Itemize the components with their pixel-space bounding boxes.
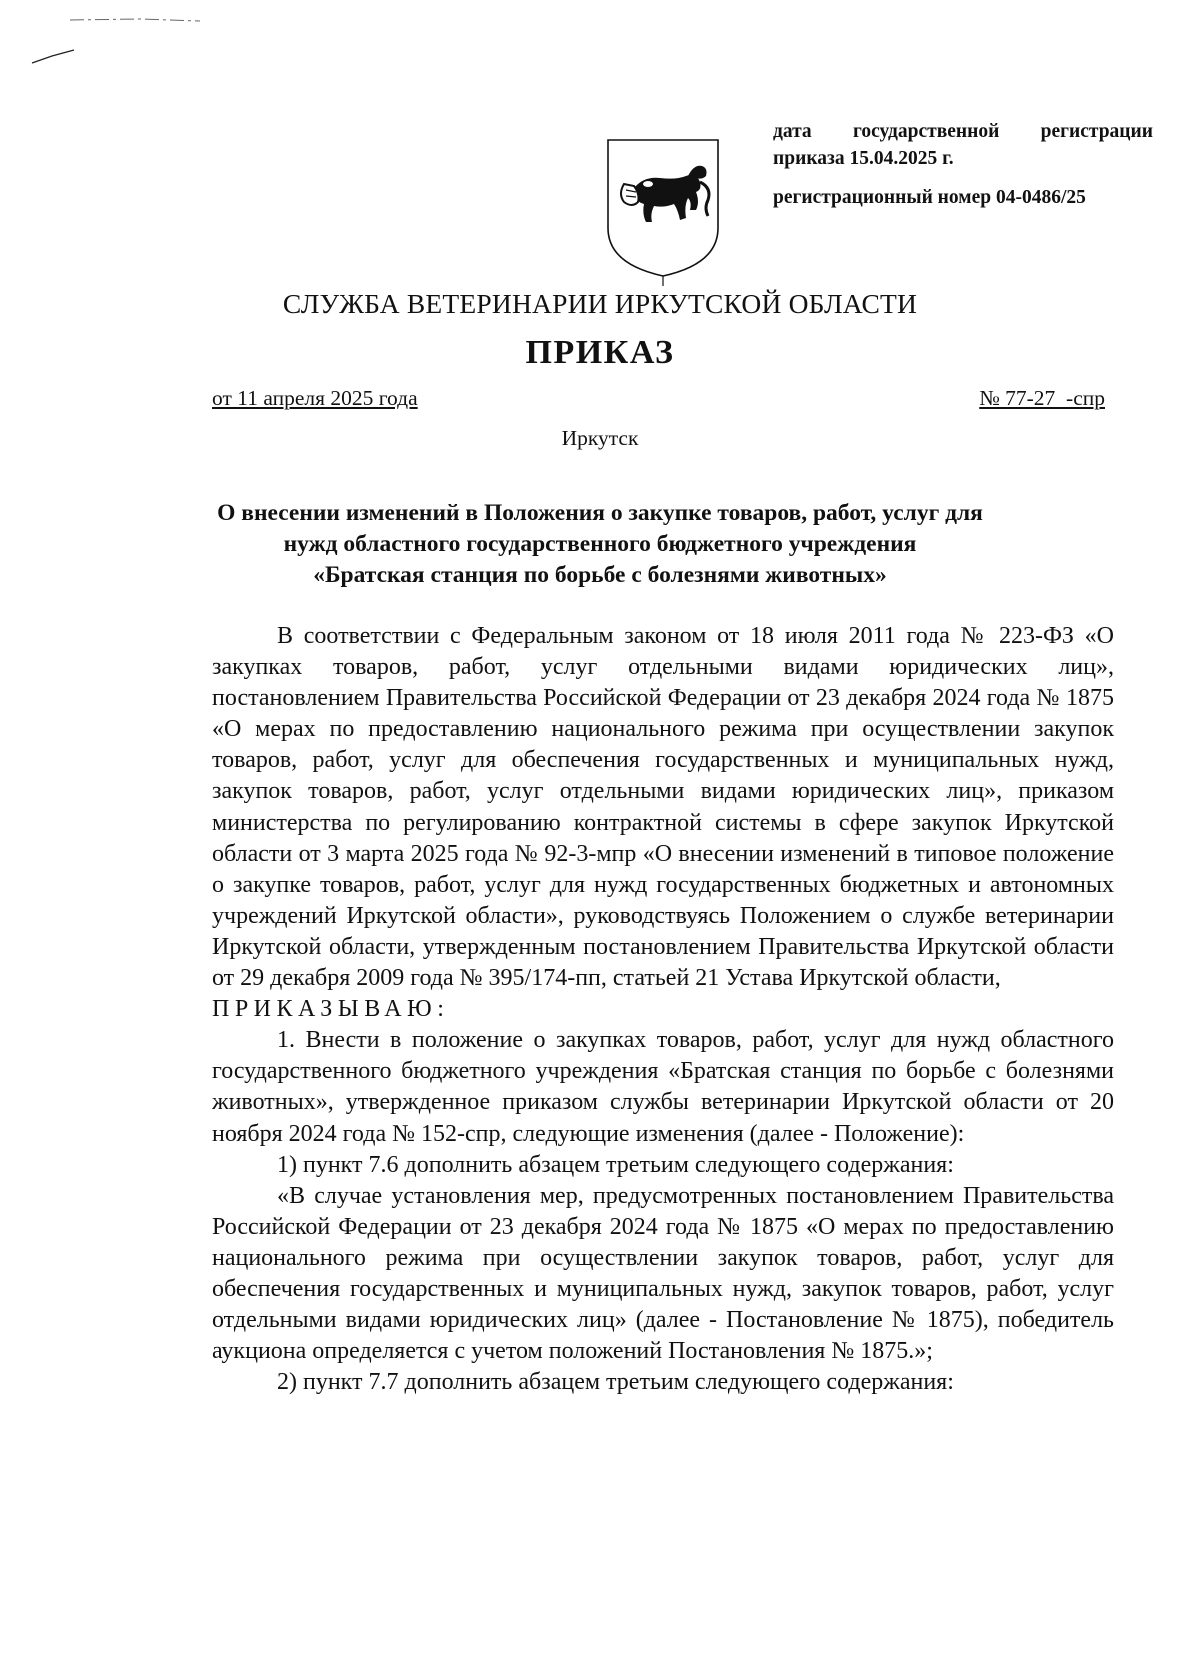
quoted-amendment-paragraph: «В случае установления мер, предусмотренных постановлением Правительства Российской Федерации от 23 декабря 2024 года № 1875 «О мерах по предоставлению национального режима при осуществлении закупок товаров, работ, услуг для обеспечения государственных и муниципальных нужд, закупок товаров, работ, услуг отдельными видами юридических лиц» (далее - Постановление № 1875), победитель аукциона определяется с учетом положений Постановления № 1875.»; [212, 1182, 1114, 1365]
order-date: от 11 апреля 2025 года [212, 386, 418, 410]
preamble-paragraph: В соответствии с Федеральным законом от 18 июля 2011 года № 223-ФЗ «О закупках товаров, работ, услуг отдельными видами юридических лиц», постановлением Правительства Российской Федерации от 23 декабря 2024 года № 1875 «О мерах по предоставлению национального режима при осуществлении закупок товаров, работ, услуг для обеспечения государственных и муниципальных нужд, закупок товаров, работ, услуг отдельными видами юридических лиц», приказом министерства по регулированию контрактной системы в сфере закупок Иркутской области от 3 марта 2025 года № 92-3-мпр «О внесении изменений в типовое положение о закупке товаров, работ, услуг для нужд государственных бюджетных и автономных учреждений Иркутской области», руководствуясь Положением о службе ветеринарии Иркутской области, утвержденным постановлением Правительства Иркутской области от 29 декабря 2009 года № 395/174-пп, статьей 21 Устава Иркутской области, [212, 623, 1114, 992]
registration-date-line2: приказа 15.04.2025 г. [773, 148, 954, 169]
subject-line-2: нужд областного государственного бюджетного учреждения [283, 531, 917, 557]
order-number: № 77-27 -спр [979, 386, 1105, 410]
subject-line-3: «Братская станция по борьбе с болезнями животных» [313, 562, 887, 588]
subject-line-1: О внесении изменений в Положения о закупке товаров, работ, услуг для [217, 500, 983, 526]
order-subject [150, 498, 1050, 591]
directive-word: ПРИКАЗЫВАЮ: [212, 996, 450, 1023]
agency-name: СЛУЖБА ВЕТЕРИНАРИИ ИРКУТСКОЙ ОБЛАСТИ [282, 288, 918, 319]
issue-city: Иркутск [561, 426, 639, 450]
document-type-title: ПРИКАЗ [525, 334, 675, 371]
registration-stamp [773, 118, 1153, 211]
registration-date-line1: дата государственной регистрации [773, 121, 1153, 142]
registration-number: регистрационный номер 04-0486/25 [773, 187, 1086, 208]
scan-artifact-marks [0, 0, 220, 80]
subitem-1-paragraph: 1) пункт 7.6 дополнить абзацем третьим следующего содержания: [277, 1151, 954, 1178]
order-body [212, 621, 1114, 1398]
coat-of-arms-icon [604, 136, 722, 286]
subitem-2-paragraph: 2) пункт 7.7 дополнить абзацем третьим следующего содержания: [277, 1369, 954, 1396]
item-1-paragraph: 1. Внести в положение о закупках товаров, работ, услуг для нужд областного государственного бюджетного учреждения «Братская станция по борьбе с болезнями животных», утвержденное приказом службы ветеринарии Иркутской области от 20 ноября 2024 года № 152-спр, следующие изменения (далее - Положение): [212, 1027, 1114, 1147]
